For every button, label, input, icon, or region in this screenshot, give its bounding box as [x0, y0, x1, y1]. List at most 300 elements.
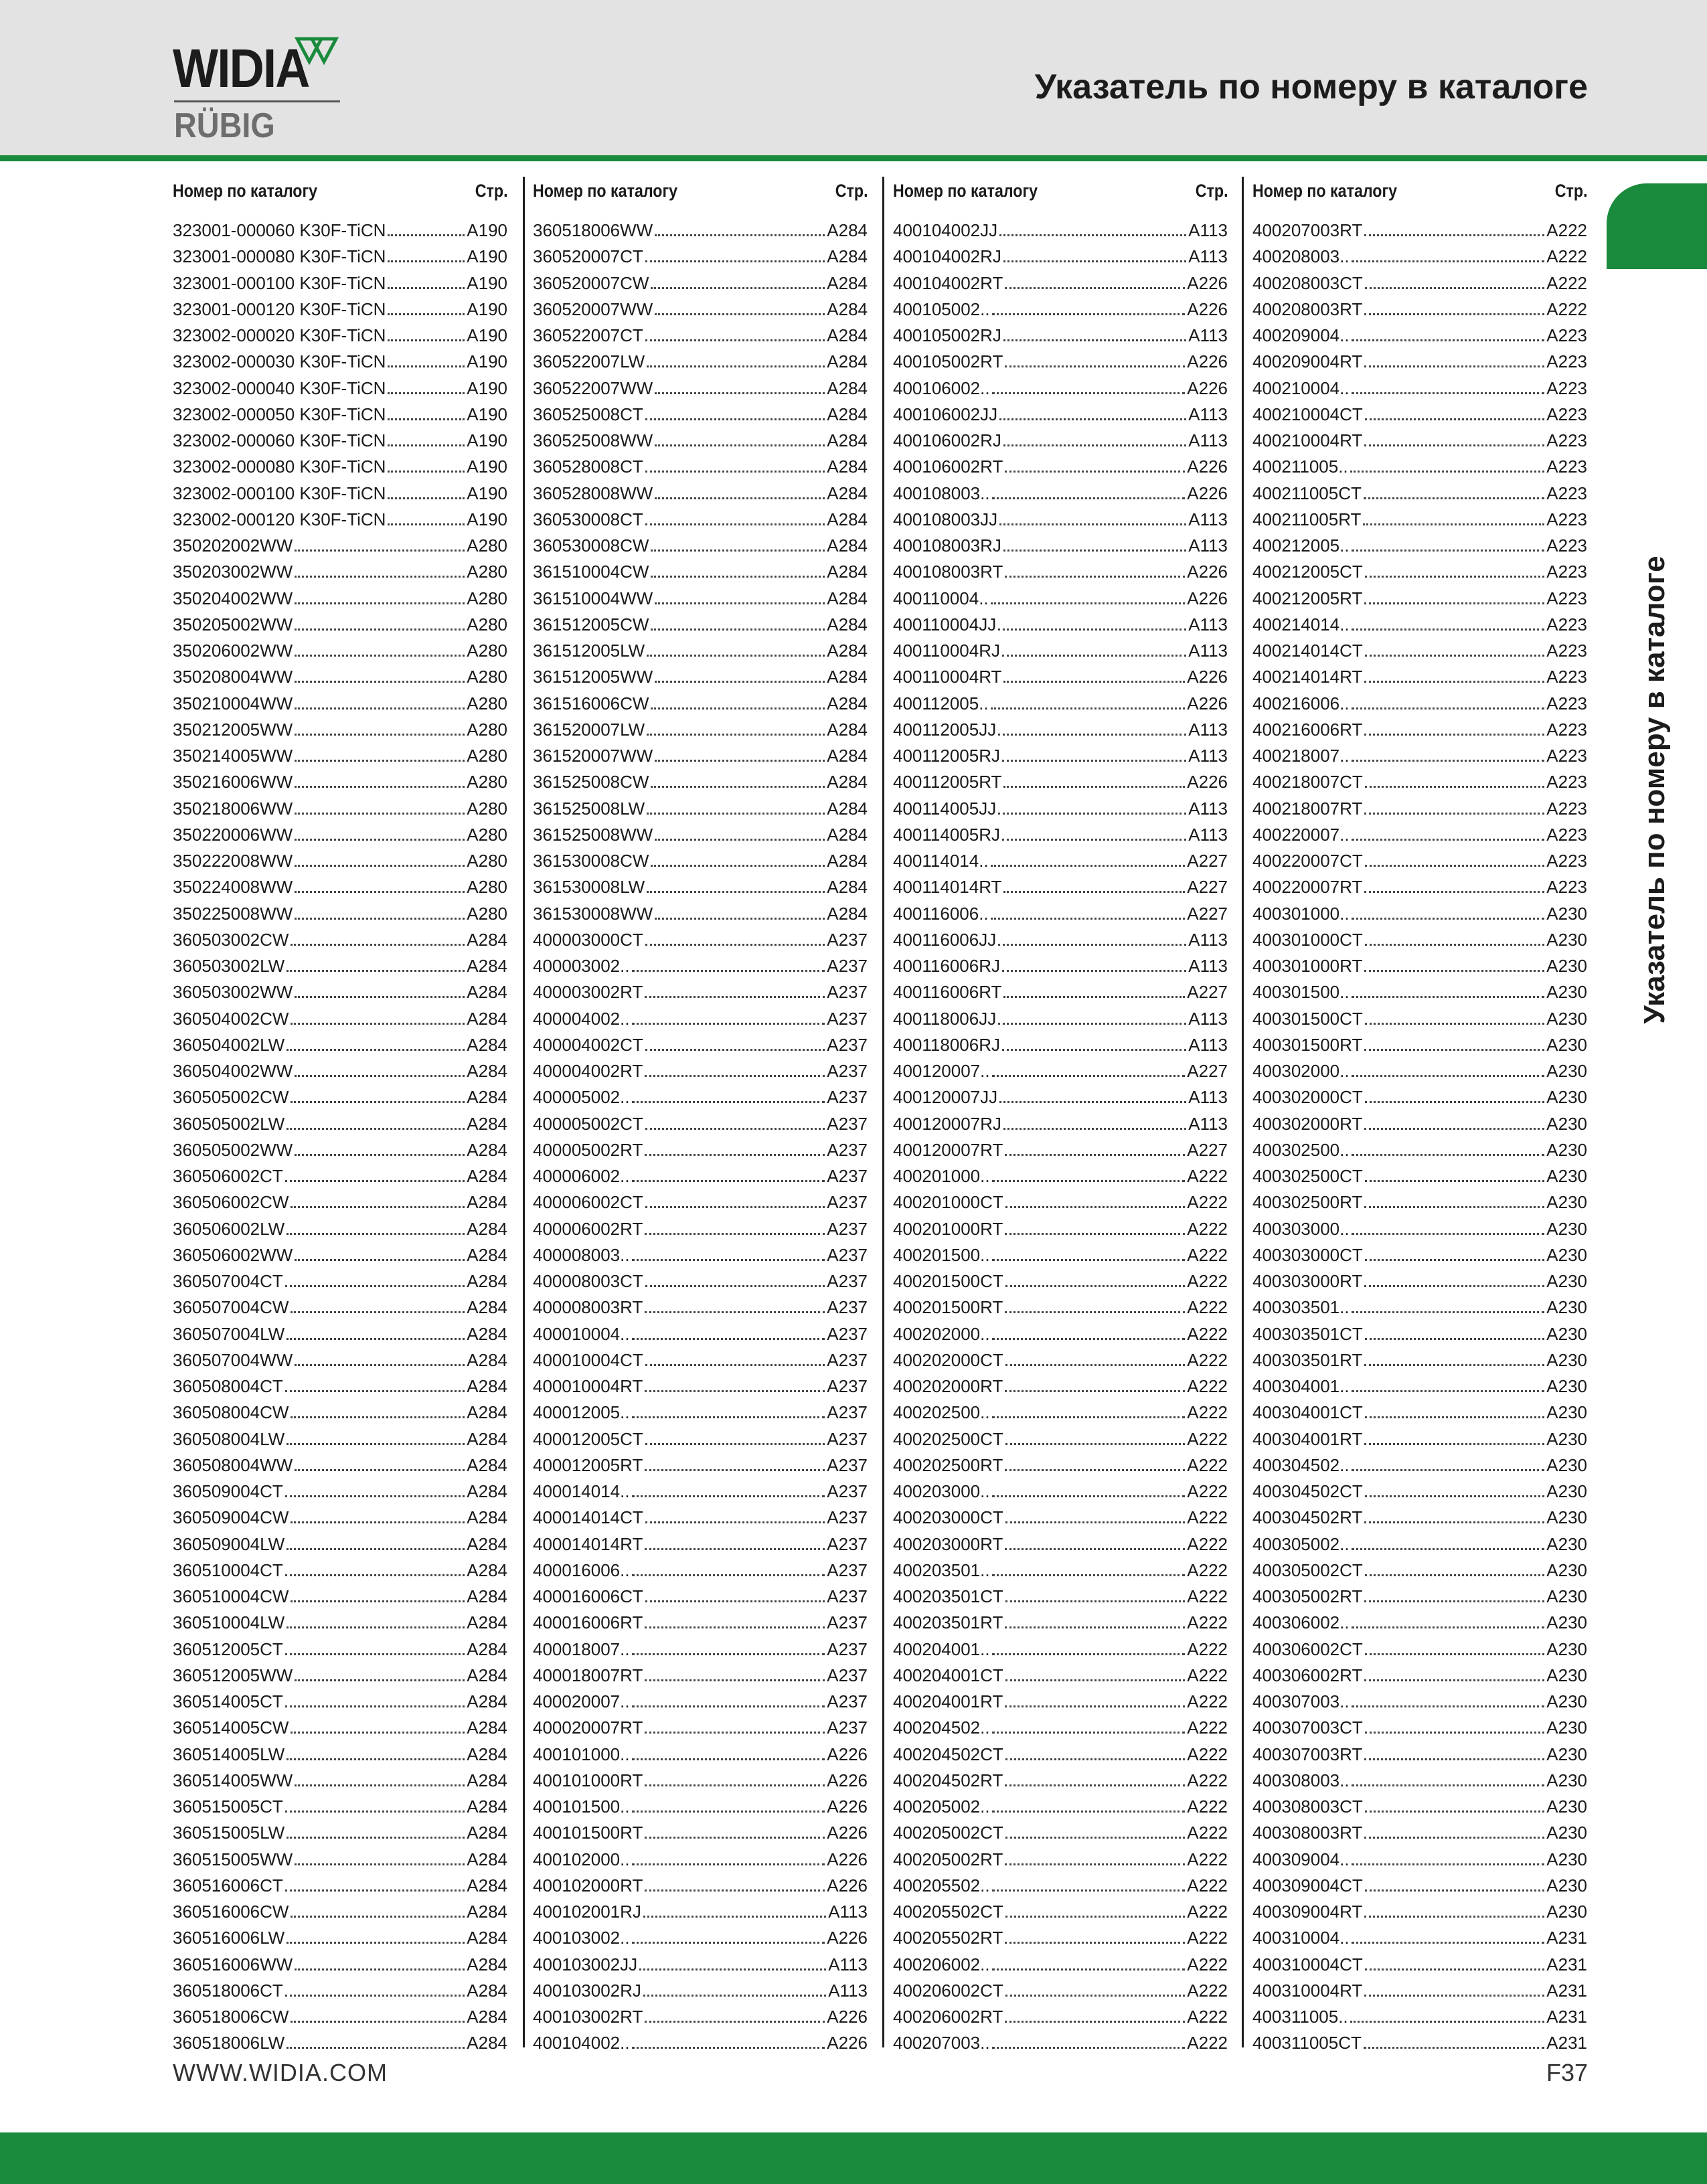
- catalog-page-ref: A237: [827, 1481, 868, 1501]
- dot-leader: [1005, 1390, 1185, 1392]
- catalog-page-ref: A226: [1187, 588, 1228, 608]
- dot-leader: [1364, 1679, 1544, 1681]
- catalog-number: 400104002RT: [893, 272, 1003, 293]
- index-row: [173, 1058, 507, 1084]
- catalog-page-ref: A284: [827, 220, 868, 240]
- catalog-page-ref: A223: [1546, 456, 1587, 477]
- index-row: [173, 1847, 507, 1873]
- dot-leader: [651, 865, 825, 867]
- dot-leader: [647, 655, 825, 657]
- index-row: [893, 402, 1228, 428]
- catalog-page-ref: A113: [828, 1954, 868, 1975]
- catalog-number: 400016006..: [533, 1560, 630, 1580]
- catalog-page-ref: A284: [827, 772, 868, 792]
- catalog-number: 400114014RT: [893, 877, 1002, 898]
- index-row: [893, 1531, 1228, 1558]
- catalog-number: 400216006..: [1252, 693, 1350, 713]
- catalog-page-ref: A284: [827, 877, 868, 898]
- index-row: [893, 1084, 1228, 1110]
- catalog-page-ref: A237: [827, 1691, 868, 1711]
- dot-leader: [1364, 1206, 1544, 1208]
- index-row: [173, 1426, 507, 1452]
- dot-leader: [1005, 471, 1185, 473]
- index-row: [893, 796, 1228, 822]
- dot-leader: [1365, 1180, 1544, 1182]
- dot-leader: [632, 1942, 825, 1944]
- dot-leader: [645, 1233, 825, 1235]
- catalog-page-ref: A113: [1188, 929, 1228, 950]
- dot-leader: [285, 1705, 465, 1707]
- index-row: [1252, 1689, 1587, 1715]
- catalog-page-ref: A284: [827, 851, 868, 871]
- index-row: [1252, 1636, 1587, 1663]
- index-row: [173, 822, 507, 848]
- catalog-page-ref: A237: [827, 1034, 868, 1055]
- catalog-page-ref: A223: [1546, 851, 1587, 871]
- index-row: [533, 1163, 868, 1189]
- catalog-page-ref: A113: [1188, 509, 1228, 529]
- catalog-page-ref: A237: [827, 1087, 868, 1108]
- catalog-page-ref: A113: [1188, 246, 1228, 267]
- dot-leader: [1352, 1784, 1545, 1786]
- dot-leader: [285, 1180, 465, 1182]
- index-row: [533, 1268, 868, 1294]
- catalog-page-ref: A284: [467, 1139, 507, 1160]
- index-row: [173, 2004, 507, 2030]
- dot-leader: [291, 1101, 465, 1103]
- dot-leader: [1364, 1916, 1544, 1918]
- catalog-number: 400118006JJ: [893, 1008, 997, 1029]
- dot-leader: [1365, 1811, 1544, 1813]
- dot-leader: [291, 1416, 465, 1418]
- index-row: [1252, 1006, 1587, 1032]
- index-row: [533, 901, 868, 927]
- index-row: [1252, 1610, 1587, 1636]
- catalog-page-ref: A190: [467, 509, 507, 529]
- catalog-number: 360505002LW: [173, 1113, 285, 1134]
- index-row: [533, 559, 868, 585]
- catalog-number: 400018007..: [533, 1639, 630, 1659]
- catalog-page-ref: A284: [467, 1770, 507, 1790]
- catalog-number: 400302500..: [1252, 1139, 1350, 1160]
- catalog-number: 400120007..: [893, 1061, 990, 1081]
- catalog-number: 400020007RT: [533, 1717, 643, 1738]
- dot-leader: [1352, 550, 1545, 552]
- catalog-number: 400204001RT: [893, 1691, 1003, 1711]
- catalog-page-ref: A223: [1546, 325, 1587, 345]
- catalog-page-ref: A237: [827, 1507, 868, 1528]
- index-row: [533, 244, 868, 270]
- catalog-page-ref: A226: [1187, 351, 1228, 372]
- dot-leader: [1364, 313, 1544, 315]
- catalog-page-ref: A237: [827, 1560, 868, 1580]
- index-row: [1252, 1426, 1587, 1452]
- index-row: [893, 218, 1228, 244]
- catalog-number: 360507004CW: [173, 1297, 289, 1318]
- catalog-page-ref: A226: [827, 1849, 868, 1869]
- catalog-page-ref: A222: [1187, 1271, 1228, 1291]
- index-row: [1252, 533, 1587, 559]
- catalog-page-ref: A237: [827, 1639, 868, 1659]
- index-row: [173, 664, 507, 690]
- index-row: [533, 586, 868, 612]
- index-row: [1252, 1216, 1587, 1242]
- dot-leader: [1002, 655, 1186, 657]
- dot-leader: [655, 444, 825, 446]
- dot-leader: [1002, 970, 1186, 972]
- index-row: [893, 1347, 1228, 1373]
- dot-leader: [1364, 1285, 1544, 1287]
- catalog-number: 400303000CT: [1252, 1244, 1363, 1265]
- catalog-page-ref: A113: [1188, 824, 1228, 845]
- catalog-page-ref: A284: [467, 1034, 507, 1055]
- dot-leader: [645, 1626, 825, 1628]
- catalog-page-ref: A222: [1546, 246, 1587, 267]
- index-row: [1252, 244, 1587, 270]
- catalog-page-ref: A227: [1187, 1061, 1228, 1081]
- catalog-number: 360525008WW: [533, 430, 653, 450]
- index-row: [173, 218, 507, 244]
- dot-leader: [1005, 1916, 1185, 1918]
- dot-leader: [1364, 497, 1544, 499]
- index-row: [173, 927, 507, 953]
- catalog-number: 360518006LW: [173, 2033, 285, 2053]
- catalog-number: 350212005WW: [173, 719, 293, 740]
- index-row: [533, 1032, 868, 1058]
- dot-leader: [1003, 891, 1185, 893]
- index-row: [893, 1373, 1228, 1400]
- column-header: [533, 177, 868, 205]
- catalog-page-ref: A230: [1546, 1061, 1587, 1081]
- index-row: [173, 1137, 507, 1163]
- index-row: [173, 743, 507, 769]
- catalog-page-ref: A284: [467, 1376, 507, 1396]
- index-row: [1252, 1452, 1587, 1479]
- catalog-page-ref: A222: [1187, 1770, 1228, 1790]
- dot-leader: [1005, 2021, 1185, 2023]
- catalog-number: 400207003RT: [1252, 220, 1363, 240]
- catalog-number: 360509004CT: [173, 1481, 283, 1501]
- catalog-page-ref: A226: [827, 2033, 868, 2053]
- index-row: [893, 586, 1228, 612]
- catalog-page-ref: A230: [1546, 1665, 1587, 1685]
- dot-leader: [291, 2021, 465, 2023]
- catalog-number: 400204502RT: [893, 1770, 1003, 1790]
- catalog-number: 400004002RT: [533, 1061, 643, 1081]
- catalog-number: 323001-000060 K30F-TiCN: [173, 220, 386, 240]
- dot-leader: [388, 313, 465, 315]
- catalog-number: 400201500RT: [893, 1297, 1003, 1318]
- catalog-number: 400203501RT: [893, 1612, 1003, 1633]
- page-number: F37: [1546, 2059, 1588, 2086]
- catalog-page-ref: A226: [1187, 562, 1228, 582]
- dot-leader: [287, 1128, 465, 1130]
- catalog-page-ref: A284: [467, 1428, 507, 1449]
- dot-leader: [645, 1784, 825, 1786]
- catalog-number: 400305002CT: [1252, 1560, 1363, 1580]
- catalog-number: 400220007RT: [1252, 877, 1363, 898]
- dot-leader: [1352, 996, 1545, 998]
- catalog-number: 400209004..: [1252, 325, 1350, 345]
- catalog-number: 400303501..: [1252, 1297, 1350, 1318]
- catalog-number: 361516006CW: [533, 693, 649, 713]
- catalog-number: 400204001..: [893, 1639, 990, 1659]
- dot-leader: [291, 1600, 465, 1602]
- catalog-number: 400208003CT: [1252, 272, 1363, 293]
- dot-leader: [1365, 865, 1544, 867]
- catalog-page-ref: A230: [1546, 1902, 1587, 1922]
- dot-leader: [655, 234, 825, 236]
- catalog-page-ref: A226: [1187, 693, 1228, 713]
- dot-leader: [632, 1653, 825, 1655]
- dot-leader: [639, 1968, 826, 1970]
- index-row: [173, 1584, 507, 1610]
- catalog-number: 400014014RT: [533, 1533, 643, 1554]
- catalog-page-ref: A284: [467, 1454, 507, 1475]
- catalog-page-ref: A284: [467, 1875, 507, 1896]
- dot-leader: [1352, 1705, 1545, 1707]
- catalog-page-ref: A113: [1188, 956, 1228, 976]
- dot-leader: [295, 918, 465, 920]
- catalog-number: 360506002LW: [173, 1218, 285, 1239]
- catalog-page-ref: A284: [467, 1744, 507, 1764]
- catalog-number: 400206002CT: [893, 1980, 1003, 2001]
- index-row: [533, 402, 868, 428]
- catalog-number: 400006002RT: [533, 1218, 643, 1239]
- dot-leader: [992, 1968, 1186, 1970]
- catalog-number: 400106002RJ: [893, 430, 1001, 450]
- catalog-page-ref: A190: [467, 299, 507, 319]
- catalog-number: 400103002RJ: [533, 1980, 641, 2001]
- dot-leader: [645, 1285, 825, 1287]
- dot-leader: [291, 1732, 465, 1734]
- dot-leader: [388, 234, 465, 236]
- catalog-number: 400205002CT: [893, 1823, 1003, 1843]
- index-row: [173, 1742, 507, 1768]
- catalog-page-ref: A284: [467, 1323, 507, 1344]
- catalog-number: 361530008LW: [533, 877, 645, 898]
- catalog-number: 400201500..: [893, 1244, 990, 1265]
- catalog-number: 350224008WW: [173, 877, 293, 898]
- catalog-page-ref: A113: [1188, 535, 1228, 556]
- index-row: [173, 1610, 507, 1636]
- index-row: [173, 507, 507, 533]
- dot-leader: [295, 813, 465, 815]
- catalog-page-ref: A113: [1188, 641, 1228, 661]
- dot-leader: [287, 2047, 465, 2049]
- catalog-page-ref: A231: [1546, 1980, 1587, 2001]
- index-row: [533, 1242, 868, 1268]
- index-row: [173, 1321, 507, 1347]
- catalog-page-ref: A284: [467, 1113, 507, 1134]
- dot-leader: [655, 918, 825, 920]
- dot-leader: [295, 786, 465, 788]
- dot-leader: [1364, 1995, 1544, 1997]
- catalog-number: 350203002WW: [173, 562, 293, 582]
- dot-leader: [1364, 602, 1544, 604]
- dot-leader: [1003, 339, 1186, 341]
- catalog-page-ref: A231: [1546, 1928, 1587, 1948]
- dot-leader: [1352, 1154, 1545, 1156]
- index-row: [533, 1294, 868, 1321]
- index-row: [173, 1952, 507, 1978]
- index-row: [1252, 1163, 1587, 1189]
- catalog-page-ref: A284: [467, 1954, 507, 1975]
- dot-leader: [1005, 1837, 1185, 1839]
- catalog-page-ref: A230: [1546, 1192, 1587, 1213]
- dot-leader: [287, 1626, 465, 1628]
- dot-leader: [998, 1023, 1186, 1025]
- catalog-page-ref: A284: [467, 1271, 507, 1291]
- catalog-page-ref: A222: [1187, 1849, 1228, 1869]
- catalog-number: 400302000RT: [1252, 1113, 1363, 1134]
- catalog-number: 400220007..: [1252, 824, 1350, 845]
- catalog-page-ref: A223: [1546, 614, 1587, 635]
- dot-leader: [1352, 1075, 1545, 1077]
- dot-leader: [1363, 523, 1544, 525]
- catalog-page-ref: A280: [467, 641, 507, 661]
- index-row: [533, 796, 868, 822]
- catalog-number: 350216006WW: [173, 772, 293, 792]
- catalog-page-ref: A113: [1188, 719, 1228, 740]
- dot-leader: [388, 339, 465, 341]
- catalog-number: 360506002CW: [173, 1192, 289, 1213]
- dot-leader: [291, 1023, 465, 1025]
- dot-leader: [632, 2047, 825, 2049]
- dot-leader: [655, 681, 825, 683]
- index-row: [533, 1584, 868, 1610]
- catalog-page-ref: A284: [827, 719, 868, 740]
- dot-leader: [1365, 1732, 1544, 1734]
- index-row: [1252, 1189, 1587, 1215]
- catalog-number: 400301000RT: [1252, 956, 1363, 976]
- catalog-page-ref: A280: [467, 746, 507, 766]
- catalog-number: 360530008CW: [533, 535, 649, 556]
- index-row: [893, 1558, 1228, 1584]
- index-row: [533, 428, 868, 454]
- catalog-number: 360504002LW: [173, 1034, 285, 1055]
- catalog-number: 400218007RT: [1252, 798, 1363, 819]
- index-row: [893, 1636, 1228, 1663]
- catalog-number: 400210004RT: [1252, 430, 1363, 450]
- index-row: [893, 244, 1228, 270]
- dot-leader: [645, 418, 825, 420]
- catalog-page-ref: A284: [467, 1796, 507, 1817]
- catalog-number: 400203501CT: [893, 1586, 1003, 1606]
- catalog-number: 400309004CT: [1252, 1875, 1363, 1896]
- index-row: [893, 717, 1228, 743]
- catalog-number: 400205502RT: [893, 1928, 1003, 1948]
- catalog-number: 400307003RT: [1252, 1744, 1363, 1764]
- index-row: [533, 349, 868, 375]
- dot-leader: [1005, 1705, 1185, 1707]
- index-row: [173, 1084, 507, 1110]
- dot-leader: [295, 681, 465, 683]
- catalog-page-ref: A222: [1187, 1192, 1228, 1213]
- index-row: [533, 1505, 868, 1531]
- index-row: [1252, 822, 1587, 848]
- index-row: [533, 691, 868, 717]
- catalog-page-ref: A230: [1546, 1139, 1587, 1160]
- catalog-page-ref: A113: [1188, 746, 1228, 766]
- index-row: [893, 297, 1228, 323]
- catalog-page-ref: A223: [1546, 351, 1587, 372]
- catalog-number: 400304502CT: [1252, 1481, 1363, 1501]
- column-header: [893, 177, 1228, 205]
- index-row: [173, 1268, 507, 1294]
- index-rows: [1252, 218, 1587, 2057]
- dot-leader: [285, 1390, 465, 1392]
- index-column-2: [533, 177, 868, 2057]
- index-row: [1252, 848, 1587, 874]
- dot-leader: [632, 1259, 825, 1261]
- catalog-page-ref: A284: [467, 1297, 507, 1318]
- index-row: [893, 323, 1228, 349]
- catalog-number: 400106002JJ: [893, 404, 998, 424]
- catalog-page-ref: A230: [1546, 1166, 1587, 1186]
- index-row: [533, 1663, 868, 1689]
- catalog-number: 400214014..: [1252, 614, 1350, 635]
- catalog-page-ref: A113: [1188, 1113, 1228, 1134]
- index-row: [1252, 507, 1587, 533]
- dot-leader: [388, 444, 465, 446]
- catalog-page-ref: A226: [1187, 272, 1228, 293]
- dot-leader: [1365, 1259, 1544, 1261]
- catalog-number: 400203000..: [893, 1481, 990, 1501]
- dot-leader: [651, 576, 825, 578]
- index-row: [173, 1899, 507, 1925]
- dot-leader: [1005, 1154, 1185, 1156]
- dot-leader: [295, 891, 465, 893]
- index-row: [533, 664, 868, 690]
- catalog-number: 323002-000020 K30F-TiCN: [173, 325, 386, 345]
- widia-triangle-logo-icon: [295, 35, 341, 68]
- dot-leader: [285, 1811, 465, 1813]
- index-row: [173, 717, 507, 743]
- catalog-number: 400202500CT: [893, 1428, 1003, 1449]
- catalog-page-ref: A284: [827, 351, 868, 372]
- catalog-page-ref: A284: [827, 509, 868, 529]
- catalog-number: 400203000CT: [893, 1507, 1003, 1528]
- index-row: [893, 822, 1228, 848]
- dot-leader: [655, 602, 825, 604]
- catalog-page-ref: A222: [1187, 1402, 1228, 1423]
- index-row: [893, 953, 1228, 979]
- index-row: [1252, 218, 1587, 244]
- index-row: [893, 1400, 1228, 1426]
- catalog-number: 400303000RT: [1252, 1271, 1363, 1291]
- index-row: [893, 1610, 1228, 1636]
- catalog-page-ref: A284: [467, 1612, 507, 1633]
- dot-leader: [998, 944, 1186, 946]
- index-row: [893, 1952, 1228, 1978]
- catalog-number: 323002-000080 K30F-TiCN: [173, 456, 386, 477]
- catalog-number: 400112005JJ: [893, 719, 997, 740]
- catalog-number: 360503002WW: [173, 982, 293, 1003]
- dot-leader: [992, 1732, 1186, 1734]
- catalog-page-ref: A230: [1546, 1034, 1587, 1055]
- dot-leader: [1365, 1968, 1544, 1970]
- index-row: [533, 743, 868, 769]
- catalog-page-ref: A222: [1546, 299, 1587, 319]
- dot-leader: [287, 1233, 465, 1235]
- dot-leader: [287, 1942, 465, 1944]
- dot-leader: [645, 1206, 825, 1208]
- catalog-number: 400212005..: [1252, 535, 1350, 556]
- catalog-page-ref: A230: [1546, 1744, 1587, 1764]
- index-row: [173, 559, 507, 585]
- catalog-number: 323002-000060 K30F-TiCN: [173, 430, 386, 450]
